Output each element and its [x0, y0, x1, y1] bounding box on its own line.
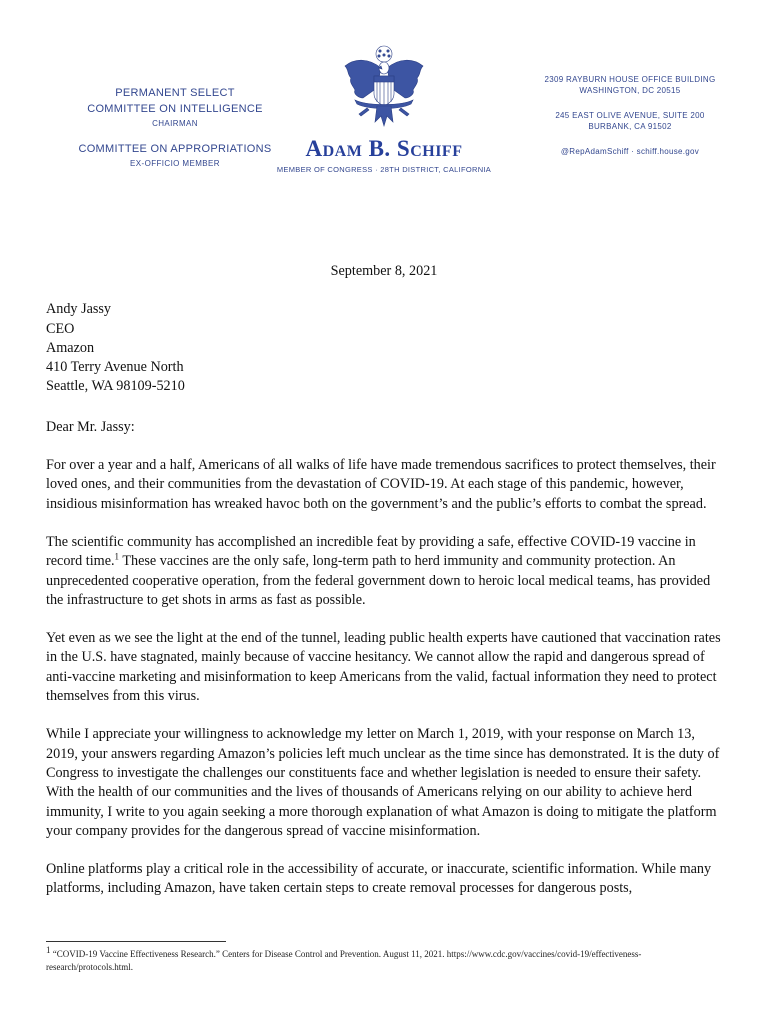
- footnote: [46, 945, 722, 974]
- recipient-title: CEO: [46, 320, 75, 337]
- recipient-street: 410 Terry Avenue North: [46, 359, 184, 376]
- paragraph-5: Online platforms play a critical role in the accessibility of accurate, or inaccurate, scientific information. While many platforms, including Amazon, have taken certain steps to create removal processes for dangerous posts,: [46, 861, 712, 897]
- paragraph-2-part-a: The scientific community has accomplished an incredible feat by providing a safe, effective COVID-19 vaccine in record time.: [46, 533, 696, 570]
- committee-line-3: COMMITTEE ON APPROPRIATIONS: [78, 143, 272, 155]
- member-line: MEMBER OF CONGRESS · 28TH DISTRICT, CALIFORNIA: [276, 165, 492, 174]
- office-addresses: [520, 74, 740, 157]
- paragraph-2: [46, 533, 722, 610]
- recipient-address: [46, 300, 722, 396]
- footnote-divider: [46, 941, 226, 942]
- recipient-name: Andy Jassy: [46, 301, 112, 318]
- committee-role-2: EX-OFFICIO MEMBER: [130, 159, 220, 168]
- letter-date: September 8, 2021: [330, 263, 438, 279]
- congressman-name: Adam B. Schiff: [305, 136, 463, 161]
- paragraph-2-part-b: These vaccines are the only safe, long-term path to herd immunity and community protection. An unprecedented cooperative operation, from the federal government down to heroic local medical teams, has provided the infrastructure to get shots in arms as fast as possible.: [46, 553, 711, 608]
- contact-line: @RepAdamSchiff · schiff.house.gov: [560, 147, 700, 156]
- committee-line-2: COMMITTEE ON INTELLIGENCE: [87, 103, 263, 115]
- dc-address-line-2: WASHINGTON, DC 20515: [579, 86, 681, 95]
- committee-line-1: PERMANENT SELECT: [115, 87, 235, 99]
- salutation: Dear Mr. Jassy:: [46, 418, 135, 435]
- paragraph-3: Yet even as we see the light at the end of the tunnel, leading public health experts have cautioned that vaccination rates in the U.S. have stagnated, mainly because of vaccine hesitancy. We cannot allow the rapid and dangerous spread of anti-vaccine marketing and misinformation to keep Americans from the valid, factual information they need to protect themselves from this virus.: [46, 630, 721, 705]
- footnote-number: 1: [46, 945, 51, 955]
- district-address-line-1: 245 EAST OLIVE AVENUE, SUITE 200: [555, 111, 705, 120]
- footnote-ref: 1: [114, 551, 120, 562]
- paragraph-4: While I appreciate your willingness to acknowledge my letter on March 1, 2019, with your response on March 13, 2019, your answers regarding Amazon’s policies left much unclear as the time since has demonstrated. It is the duty of Congress to investigate the challenges our constituents face and whether legislation is needed to ensure their safety. With the health of our communities and the lives of thousands of Americans relying on our ability to achieve herd immunity, I write to you again seeking a more thorough explanation of what Amazon is doing to mitigate the platform your company provides for the dangerous spread of vaccine misinformation.: [46, 726, 720, 839]
- house-seal-icon: [341, 44, 427, 136]
- letter-body: [46, 262, 722, 918]
- committee-role-1: CHAIRMAN: [152, 119, 198, 128]
- district-address-line-2: BURBANK, CA 91502: [588, 122, 672, 131]
- paragraph-1: For over a year and a half, Americans of all walks of life have made tremendous sacrifices to protect themselves, their loved ones, and their communities from the devastation of COVID-19. At each stage of this pandemic, however, insidious misinformation has wreaked havoc both on the government’s and the public’s efforts to combat the spread.: [46, 457, 716, 512]
- recipient-company: Amazon: [46, 339, 95, 356]
- dc-address-line-1: 2309 RAYBURN HOUSE OFFICE BUILDING: [544, 75, 716, 84]
- committee-block: [60, 85, 290, 171]
- recipient-city: Seattle, WA 98109-5210: [46, 378, 185, 395]
- footnote-text: “COVID-19 Vaccine Effectiveness Research.” Centers for Disease Control and Prevention. August 11, 2021. https://www.cdc.gov/vaccines/covid-19/effectiveness-research/protocols.html.: [46, 949, 642, 972]
